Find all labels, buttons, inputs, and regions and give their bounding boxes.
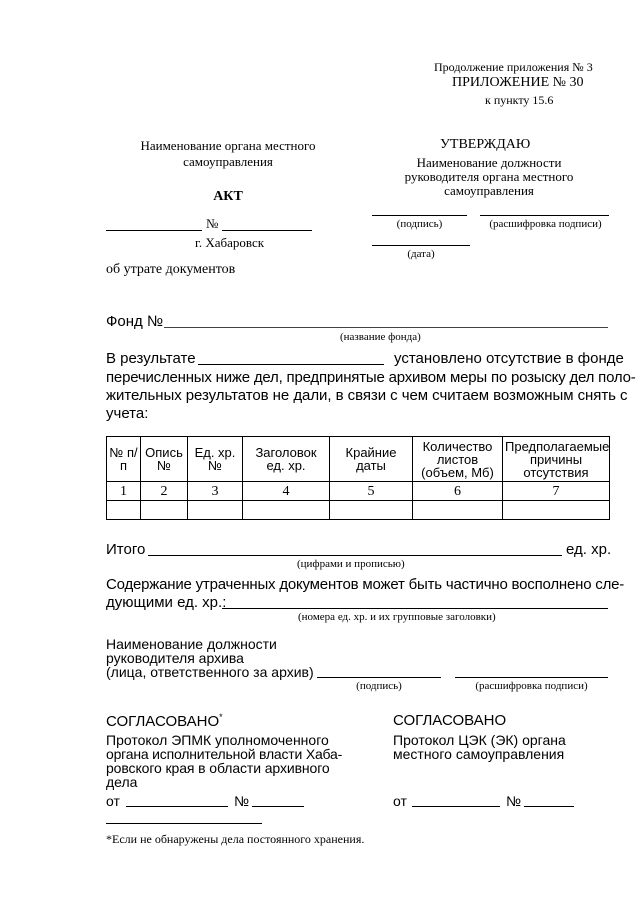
agreed-left-line: Протокол ЭПМК уполномоченного (106, 732, 329, 748)
total-line (148, 555, 562, 556)
table-empty-cell (141, 501, 188, 520)
table-empty-cell (330, 501, 413, 520)
table-empty-cell (107, 501, 141, 520)
footnote-separator (106, 823, 262, 824)
lost-documents-table (106, 436, 610, 520)
footnote-text: *Если не обнаружены дела постоянного хранения. (106, 832, 365, 846)
agreed-right-title: СОГЛАСОВАНО (393, 712, 507, 729)
archive-decoding-line (455, 677, 608, 678)
approval-position-line: руководителя органа местного (404, 169, 574, 184)
table-header-cell: Предполагаемые причины отсутствия (503, 437, 610, 482)
total-unit: ед. хр. (566, 541, 612, 558)
agreed-left-title (106, 712, 223, 730)
body-line-end: установлено отсутствие в фонде (394, 350, 624, 367)
table-empty-cell (243, 501, 330, 520)
body-line: учета: (106, 405, 149, 422)
approval-position-line: самоуправления (444, 183, 534, 198)
approval-date-caption: (дата) (407, 248, 435, 260)
archive-head-line: Наименование должности (106, 636, 277, 652)
archive-head-line: руководителя архива (106, 650, 244, 666)
fund-caption: (название фонда) (340, 331, 421, 343)
appendix-title: ПРИЛОЖЕНИЕ № 30 (452, 75, 584, 90)
total-label: Итого (106, 541, 146, 558)
restore-line: дующими ед. хр.: (106, 594, 227, 611)
agreed-right-line: Протокол ЦЭК (ЭК) органа (393, 732, 566, 748)
agreed-right-date-line (412, 806, 500, 807)
appendix-clause: к пункту 15.6 (485, 93, 554, 107)
org-name-line: Наименование органа местного (140, 138, 316, 153)
fund-label: Фонд № (106, 313, 164, 330)
approval-signature-caption: (подпись) (396, 218, 443, 230)
approval-decoding-line (480, 215, 609, 216)
table-number-cell: 2 (141, 482, 188, 501)
appendix-continuation: Продолжение приложения № 3 (434, 60, 593, 74)
table-header-cell: Количество листов (объем, Мб) (413, 437, 503, 482)
table-number-cell: 7 (503, 482, 610, 501)
body-line-start: В результате (106, 350, 196, 367)
agreed-right-line: местного самоуправления (393, 746, 565, 762)
agreed-left-line: ровского края в области архивного (106, 760, 330, 776)
table-number-cell: 4 (243, 482, 330, 501)
body-line: жительных результатов не дали, в связи с чем считаем возможным снять с (106, 387, 628, 404)
archive-head-line: (лица, ответственного за архив) (106, 664, 314, 680)
archive-head-position (106, 637, 314, 679)
table-number-row (107, 482, 610, 501)
restore-blank-line (222, 608, 608, 609)
approval-signature-line (372, 215, 467, 216)
restore-line: Содержание утраченных документов может быть частично восполнено сле- (106, 576, 625, 593)
agreed-left-line: органа исполнительной власти Хаба- (106, 746, 343, 762)
act-title: АКТ (213, 189, 243, 204)
approval-title: УТВЕРЖДАЮ (440, 137, 531, 152)
archive-signature-caption: (подпись) (356, 680, 402, 692)
table-number-cell: 1 (107, 482, 141, 501)
table-empty-cell (188, 501, 243, 520)
agreed-left-number-line (252, 806, 304, 807)
agreed-left-from-label: от (106, 793, 120, 809)
agreed-right-number-sign: № (506, 793, 522, 809)
agreed-left-date-line (126, 806, 228, 807)
table-number-cell: 6 (413, 482, 503, 501)
approval-decoding-caption: (расшифровка подписи) (489, 218, 602, 230)
act-date-line (106, 230, 202, 231)
table-number-cell: 5 (330, 482, 413, 501)
table-header-row (107, 437, 610, 482)
act-number-line (222, 230, 312, 231)
table-header-cell: Ед. хр. № (188, 437, 243, 482)
table-header-cell: № п/п (107, 437, 141, 482)
fund-line (164, 327, 608, 328)
agreed-left-title-text: СОГЛАСОВАНО (106, 713, 220, 730)
act-subject: об утрате документов (106, 262, 236, 277)
body-blank-line (198, 364, 384, 365)
table-header-cell: Опись № (141, 437, 188, 482)
restore-caption: (номера ед. хр. и их групповые заголовки) (298, 611, 496, 623)
total-caption: (цифрами и прописью) (297, 558, 405, 570)
approval-position-line: Наименование должности (416, 155, 562, 170)
org-name (112, 138, 344, 170)
org-name-line: самоуправления (183, 154, 273, 169)
body-paragraph (106, 369, 636, 423)
table-header-cell: Заголовок ед. хр. (243, 437, 330, 482)
archive-decoding-caption: (расшифровка подписи) (475, 680, 588, 692)
table-empty-cell (413, 501, 503, 520)
approval-date-line (372, 245, 470, 246)
city: г. Хабаровск (195, 235, 265, 250)
agreed-right-from-label: от (393, 793, 407, 809)
agreed-right-number-line (524, 806, 574, 807)
table-empty-row (107, 501, 610, 520)
approval-position (380, 156, 598, 198)
act-number-sign: № (206, 216, 219, 231)
body-line: перечисленных ниже дел, предпринятые архивом меры по розыску дел поло- (106, 369, 636, 386)
table-header-cell: Крайние даты (330, 437, 413, 482)
agreed-left-protocol (106, 733, 346, 789)
agreed-left-number-sign: № (234, 793, 250, 809)
archive-signature-line (317, 677, 441, 678)
footnote-mark: * (219, 712, 223, 722)
table-empty-cell (503, 501, 610, 520)
agreed-left-line: дела (106, 774, 138, 790)
agreed-right-protocol (393, 733, 566, 761)
table-number-cell: 3 (188, 482, 243, 501)
